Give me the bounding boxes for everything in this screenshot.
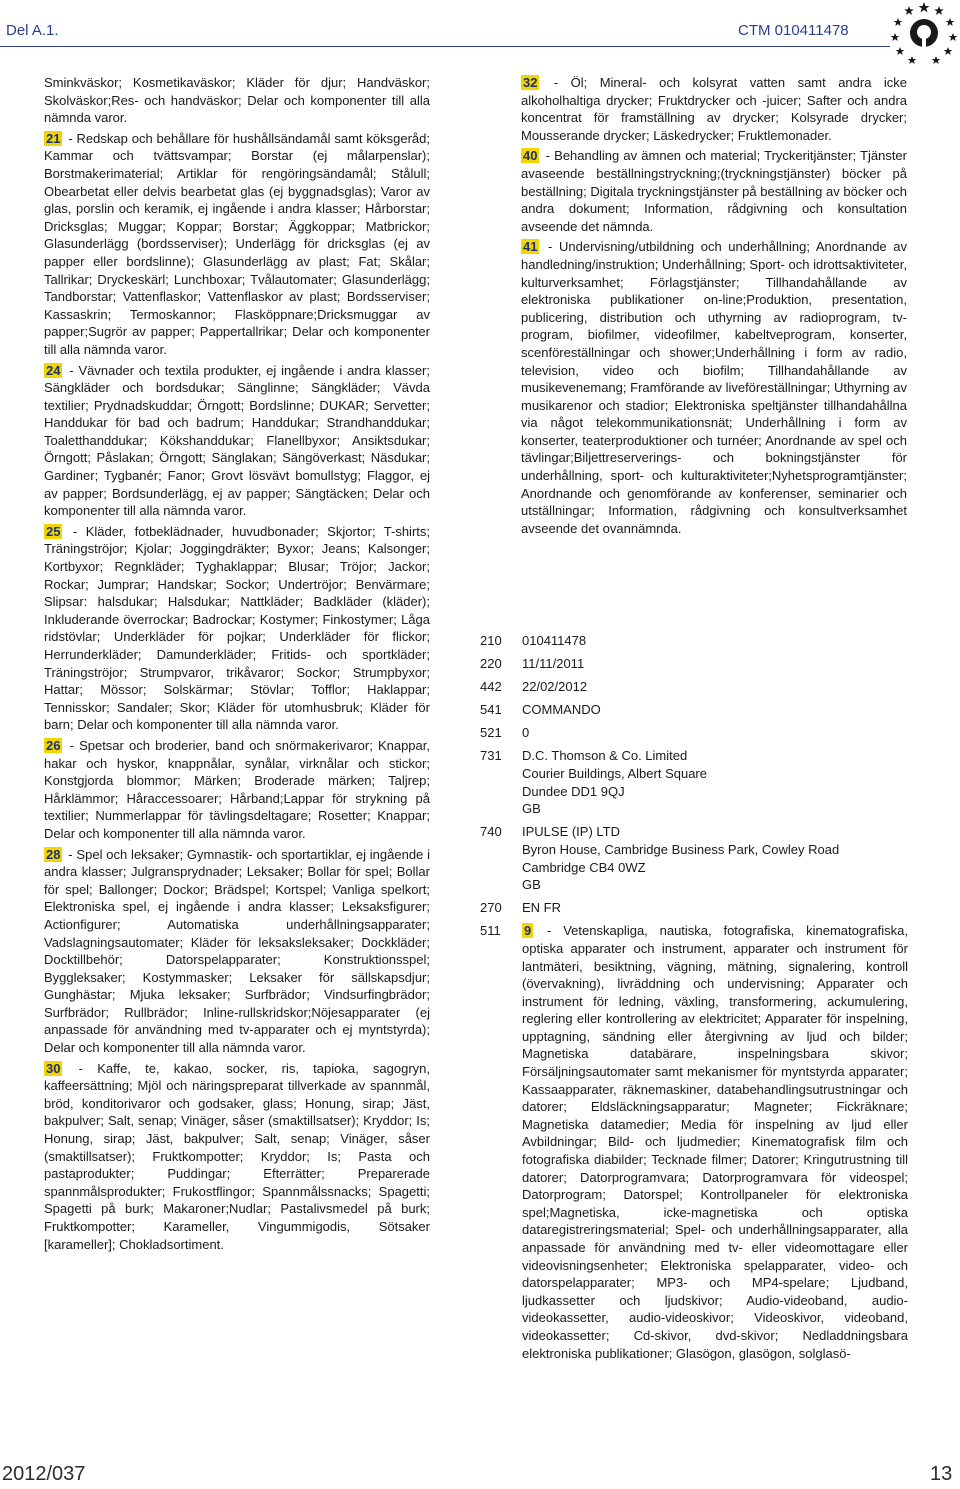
header-rule xyxy=(0,46,890,47)
field-code: 521 xyxy=(480,725,502,741)
field-code: 541 xyxy=(480,702,502,718)
field-210 xyxy=(480,632,910,650)
class-text: - Öl; Mineral- och kolsyrat vatten samt andra icke alkoholhaltiga drycker; Fruktdrycker och -juicer; Safter och andra koncentrat för framställning av drycker; Kolsyrade drycker; Mousserande drycker; Läskedrycker; Fruktlemonader. xyxy=(521,75,907,143)
ohim-logo-icon xyxy=(888,0,960,64)
issue-number: 2012/037 xyxy=(2,1463,86,1485)
field-521 xyxy=(480,724,910,742)
class-text: - Spel och leksaker; Gymnastik- och sportartiklar, ej ingående i andra klasser; Julgransprydnader; Leksaker; Bollar för spel; Bollar för spel; Ballonger; Dockor; Brädspel; Kortspel; Vanliga spelkort; Elektroniska spel, ej ingående i andra klasser; Leksaksfigurer; Actionfigurer; Automatiska underhållningsapparater; Vadslagningsautomater; Kläder för leksaksleksaker; Dockkläder; Docktillbehör; Datorspelapparater; Konstruktionsspel; Byggleksaker; Kostymmasker; Leksaker för sällskapsdjur; Gunghästar; Mjuka leksaker; Surfbrädor; Vindsurfingbrädor; Surfbrädor; Rullbrädor; Inline-rullskridskor;Nöjesapparater (ej anpassade för användning med tv-apparater och ej myntstyrda); Delar och komponenter till alla nämnda varor. xyxy=(44,846,430,1056)
field-code: 511 xyxy=(480,923,501,939)
class-text: - Kläder, fotbeklädnader, huvudbonader; Skjortor; T-shirts; Träningströjor; Kjolar; Joggingdräkter; Byxor; Jeans; Kalsonger; Kortbyxor; Regnkläder; Tyghaklappar; Blusar; Tröjor; Jackor; Rockar; Jumprar; Handskar; Sockor; Undertröjor; Benvärmare; Slipsar: halsdukar; Halsdukar; Nattkläder; Badkläder (kläder); Inkluderande överrockar; Badrockar; Kostymer; Finkostymer; Låga ridstövlar; Underkläder för pojkar; Underkläder för flickor; Herrunderkläder; Damunderkläder; Fritids- och sportkläder; Träningströjor; Strumpvaror, trikåvaror; Sockor; Strumpbyxor; Hattar; Mössor; Solskärmar; Stövlar; Tofflor; Haklappar; Tennisskor; Sandaler; Skor; Kläder för utomhusbruk; Kläder för barn; Delar och komponenter till alla nämnda varor. xyxy=(44,523,430,733)
class-badge: 28 xyxy=(46,846,61,862)
representative-city: Cambridge CB4 0WZ xyxy=(522,859,646,875)
field-220 xyxy=(480,655,910,673)
class-entry-40 xyxy=(521,147,907,235)
field-code: 220 xyxy=(480,656,502,672)
class-badge: 9 xyxy=(524,923,532,939)
class-text: - Spetsar och broderier, band och snörmakerivaror; Knappar, hakar och hyskor, knappnålar, synålar, virknålar och stickor; Konstgjorda blommor; Märken; Broderade märken; Taljrep; Hårklämmor; Håraccessoarer; Hårband;Lappar för strykning på textilier; Nummerlappar för tävlingsdeltagare; Rosetter; Knappar; Delar och komponenter till alla nämnda varor. xyxy=(44,737,430,841)
field-442 xyxy=(480,678,910,696)
field-code: 740 xyxy=(480,824,502,840)
class-entry-30 xyxy=(44,1060,430,1254)
field-value: 0 xyxy=(522,725,530,741)
class-text: - Undervisning/utbildning och underhållning; Anordnande av handledning/instruktion; Underhållning; Sport- och idrottsaktiviteter, kulturverksamhet; Förlagstjänster; Tillhandahållande av elektroniska publikationer on-line;Produktion, presentation, publicering, distribution och uthyrning av radioprogram, tv-program, biofilmer, videofilmer, kabeltveprogram, konserter, scenföreställningar och shower;Underhållning i form av radio, television, video och biofilm; Tillhandahållande av musikevenemang; Framförande av liveföreställningar; Uthyrning av musikarenor och stadior; Elektroniska speltjänster tillhandahållna via något telekommunikationsnät; Underhållning i form av konserter, teaterproduktioner och turnéer; Anordnande av spel och tävlingar;Biljettreserverings- och bokningstjänster för underhållning, sport- och kulturaktiviteter;Nyhetsprogramtjänster; Anordnande och genomförande av konferenser, seminarier och utställningar; Information, rådgivning och konsultverksamhet avseende det ovannämnda. xyxy=(521,239,907,536)
ctm-number: CTM 010411478 xyxy=(738,22,849,39)
owner-country: GB xyxy=(522,801,541,817)
owner-address-line: Courier Buildings, Albert Square xyxy=(522,766,707,782)
class-entry-28 xyxy=(44,846,430,1057)
owner-city: Dundee DD1 9QJ xyxy=(522,783,625,799)
field-value: 010411478 xyxy=(522,633,587,648)
class-badge: 41 xyxy=(523,239,538,255)
left-column xyxy=(44,74,430,1253)
field-511 xyxy=(480,922,910,1362)
page-number: 13 xyxy=(930,1463,953,1485)
class-entry-24 xyxy=(44,362,430,520)
field-code: 442 xyxy=(480,679,502,695)
field-code: 210 xyxy=(480,633,502,648)
field-740 xyxy=(480,823,910,893)
right-column xyxy=(521,74,907,537)
class-text: - Behandling av ämnen och material; Tryckeritjänster; Tjänster avaseende beställningstryckning;(tryckningstjänster) böcker på beställning; Digitala tryckningstjänster på beställning av böcker och andra dokument; Information, rådgivning och konsultation avseende det nämnda. xyxy=(521,148,907,234)
class-text: - Redskap och behållare för hushållsändamål samt köksgeråd; Kammar och tvättsvampar; Borstar (ej målarpenslar); Borstmakerimaterial; Artiklar för rengöringsändamål; Stålull; Obearbetat eller delvis bearbetat glas (ej byggnadsglas); Varor av glas, porslin och keramik, ej ingående i andra klasser; Hårborstar; Dricksglas; Muggar; Koppar; Borstar; Äggkoppar; Matbrickor; Glasunderlägg (bordsserviser); Underlägg för dricksglas (ej av papper eller bordslinne); Glasunderlägg av plast; Fat; Skålar; Tallrikar; Dryckeskärl; Lunchboxar; Tvålautomater; Glasunderlägg; Tandborstar; Vattenflaskor; Vattenflaskor av plast; Bordsserviser; Kassaskrin; Termoskannor; Flasköppnare;Dricksmuggar av papper;Sugrör av papper; Pappertallrikar; Delar och komponenter till alla nämnda varor. xyxy=(44,130,430,357)
class-text: - Vetenskapliga, nautiska, fotografiska, kinematografiska, optiska apparater och instrument, apparater och instrument för lantmäteri, besiktning, vägning, mätning, signalering, kontroll (övervakning), livräddning och undervisning; Apparater och instrument för ledning, växling, transformering, ackumulering, reglering eller kontrollering av elektricitet; Apparater för inspelning, upptagning, sändning eller återgivning av ljud och bilder; Magnetiska databärare, inspelningsbara skivor; Försäljningsautomater samt mekanismer för myntstyrda apparater; Kassaapparater, räknemaskiner, databehandlingsutrustningar och datorer; Eldsläckningsapparatur; Magneter; Fickräknare; Magnetiska datamedier; Media för inspelning av ljud eller Avbildningar; Bild- och ljudmedier; Kinematografisk film och fotografiska diabilder; Tecknade filmer; Datorer; Kringutrustning till datorer; Datorprogramvara; Datorprogramvara för videospel; Datorprogram; Datorspel; Kontrollpaneler för elektroniska spel;Magnetiska, icke-magnetiska och optiska dataregistreringsmaterial; Spel- och underhållningsapparater, alla anpassade för användning med tv- eller videomottagare eller videovisningsenheter; Elektroniska spelapparater, video- och datorspelapparater; MP3- och MP4-spelare; Ljudband, ljudkassetter och ljudskivor; Audio-videoband, audio-videokassetter, audio-videoskivor; Videoskivor, videoband, videokassetter; Cd-skivor, dvd-skivor; Nedladdningsbara elektroniska publikationer; Glasögon, glasögon, solglasö- xyxy=(522,923,908,1361)
class-text: - Kaffe, te, kakao, socker, ris, tapioka, sagogryn, kaffeersättning; Mjöl och näringspreparat tillverkade av spannmål, bröd, konditorivaror och godsaker, glass; Honung, sirap; Jäst, bakpulver; Salt, senap; Vinäger, såser (smaktillsatser); Kryddor; Is; Honung, sirap; Jäst, bakpulver; Salt, senap; Vinäger, såser (smaktillsatser); Fruktkompotter; Kryddor; Is; Pasta och pastaprodukter; Puddingar; Efterrätter; Preparerade spannmålsprodukter; Frukostflingor; Spannmålssnacks; Spagetti; Spagetti på burk; Makaroner;Nudlar; Pastalivsmedel på burk; Fruktkompotter; Karameller, Vingummigodis, Sötsaker [karameller]; Chokladsortiment. xyxy=(44,1060,430,1252)
class-entry-41 xyxy=(521,238,907,537)
owner-name: D.C. Thomson & Co. Limited xyxy=(522,748,688,764)
section-label: Del A.1. xyxy=(6,22,59,39)
class-badge: 40 xyxy=(523,148,538,164)
field-value: 11/11/2011 xyxy=(522,656,585,672)
field-code: 731 xyxy=(480,748,502,764)
representative-name: IPULSE (IP) LTD xyxy=(522,824,621,840)
representative-address-line: Byron House, Cambridge Business Park, Cowley Road xyxy=(522,841,840,857)
class-text: - Vävnader och textila produkter, ej ingående i andra klasser; Sängkläder och bordsdukar; Sänglinne; Sängkläder; Vävda textilier; Prydnadskuddar; Örngott; Bordslinne; DUKAR; Servetter; Handdukar för bad och badrum; Handdukar; Strandhanddukar; Toaletthanddukar; Kökshanddukar; Flanellbyxor; Ansiktsdukar; Örngott; Påslakan; Örngott; Sänglakan; Sängöverkast; Näsdukar; Gardiner; Tygbanér; Fanor; Grovt lösvävt bomullstyg; Flaggor, ej av papper; Bordsunderlägg, ej av papper; Sängtäcken; Delar och komponenter till alla nämnda varor. xyxy=(44,362,430,519)
class-entry-21 xyxy=(44,130,430,359)
class-badge: 24 xyxy=(46,362,61,378)
field-value: EN FR xyxy=(522,900,561,916)
representative-country: GB xyxy=(522,877,541,893)
class-entry-32 xyxy=(521,74,907,144)
class-badge: 26 xyxy=(46,737,61,753)
class-entry-25 xyxy=(44,523,430,734)
field-value: COMMANDO xyxy=(522,702,601,718)
field-code: 270 xyxy=(480,900,502,916)
class-badge: 32 xyxy=(523,75,538,90)
bibliographic-fields xyxy=(480,632,910,1368)
class-badge: 25 xyxy=(46,523,61,539)
field-value: 22/02/2012 xyxy=(522,679,588,695)
field-731 xyxy=(480,747,910,817)
class-badge: 30 xyxy=(46,1060,61,1076)
intro-paragraph: Sminkväskor; Kosmetikaväskor; Kläder för djur; Handväskor; Skolväskor;Res- och handväskor; Delar och komponenter till alla nämnda varor. xyxy=(44,75,430,126)
field-270 xyxy=(480,899,910,917)
class-badge: 21 xyxy=(46,130,61,146)
class-entry-26 xyxy=(44,737,430,843)
field-541 xyxy=(480,701,910,719)
